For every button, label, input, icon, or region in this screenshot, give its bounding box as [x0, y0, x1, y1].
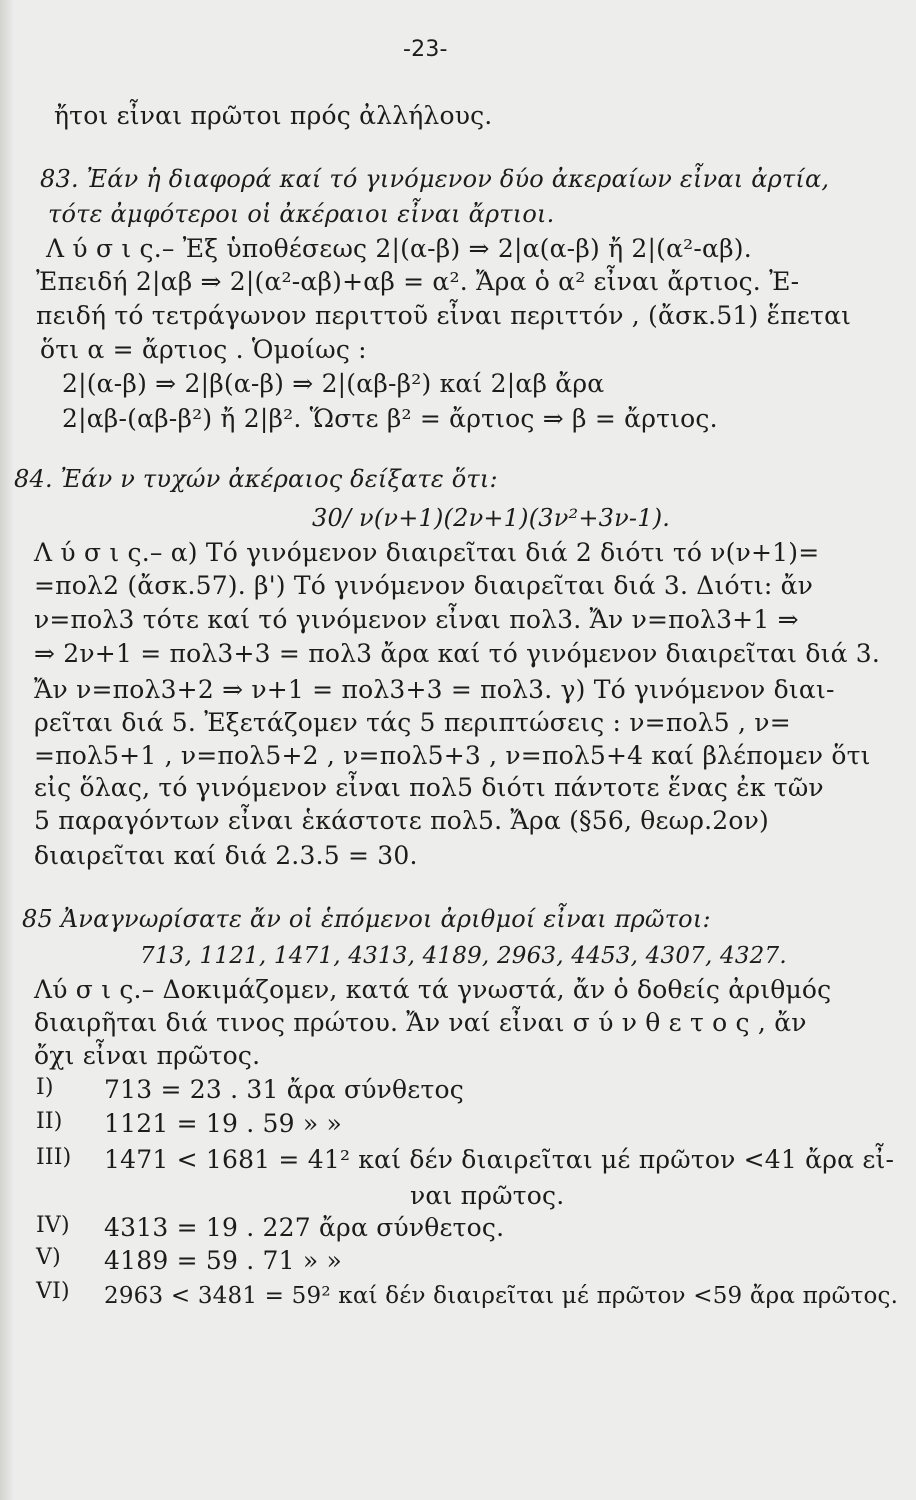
- text-line: πειδή τό τετράγωνον περιττοῦ εἶναι περιττόν , (ἄσκ.51) ἕπεται: [36, 301, 852, 330]
- math-line: 2|(α-β) ⇒ 2|β(α-β) ⇒ 2|(αβ-β²) καί 2|αβ ἄρα: [62, 369, 605, 398]
- list-label: V): [36, 1245, 61, 1270]
- page-number: -23-: [403, 37, 448, 62]
- list-item: 1121 = 19 . 59 » »: [104, 1109, 343, 1138]
- text-line: ν=πολ3 τότε καί τό γινόμενον εἶναι πολ3. Ἄν ν=πολ3+1 ⇒: [34, 605, 799, 634]
- text-line: τότε ἀμφότεροι οἱ ἀκέραιοι εἶναι ἄρτιοι.: [48, 200, 555, 228]
- number-list: 713, 1121, 1471, 4313, 4189, 2963, 4453, 4307, 4327.: [140, 943, 787, 969]
- exercise-85-statement: 85 Ἀναγνωρίσατε ἄν οἱ ἑπόμενοι ἀριθμοί εἶναι πρῶτοι:: [22, 905, 711, 933]
- exercise-83-statement: 83. Ἐάν ἡ διαφορά καί τό γινόμενον δύο ἀκεραίων εἶναι ἀρτία,: [40, 165, 830, 193]
- list-label: I): [36, 1075, 54, 1100]
- text-line: ὄχι εἶναι πρῶτος.: [34, 1041, 261, 1070]
- list-label: VI): [36, 1279, 70, 1304]
- list-item: 4189 = 59 . 71 » »: [104, 1246, 343, 1275]
- text-line: Λ ύ σ ι ς.– α) Τό γινόμενον διαιρεῖται διά 2 διότι τό ν(ν+1)=: [34, 538, 820, 567]
- text-line: διαιρεῖται καί διά 2.3.5 = 30.: [34, 841, 418, 870]
- list-label: III): [36, 1145, 72, 1170]
- math-line: 2|αβ-(αβ-β²) ἤ 2|β². Ὥστε β² = ἄρτιος ⇒ β = ἄρτιος.: [62, 404, 718, 433]
- text-line: Ἐπειδή 2|αβ ⇒ 2|(α²-αβ)+αβ = α². Ἄρα ὁ α² εἶναι ἄρτιος. Ἐ-: [36, 267, 800, 296]
- text-line: διαιρῆται διά τινος πρώτου. Ἄν ναί εἶναι σ ύ ν θ ε τ ο ς , ἄν: [34, 1008, 807, 1037]
- text-line: ⇒ 2ν+1 = πολ3+3 = πολ3 ἄρα καί τό γινόμενον διαιρεῖται διά 3.: [34, 639, 881, 668]
- list-label: IV): [36, 1213, 70, 1238]
- list-item-continuation: ναι πρῶτος.: [410, 1181, 565, 1210]
- list-label: II): [36, 1109, 63, 1134]
- text-line: Ἄν ν=πολ3+2 ⇒ ν+1 = πολ3+3 = πολ3. γ) Τό γινόμενον διαι-: [34, 675, 835, 704]
- text-line: Λύ σ ι ς.– Δοκιμάζομεν, κατά τά γνωστά, ἄν ὁ δοθείς ἀριθμός: [34, 975, 832, 1004]
- text-line: 5 παραγόντων εἶναι ἑκάστοτε πολ5. Ἄρα (§56, θεωρ.2ον): [34, 806, 769, 835]
- page-edge-shadow: [0, 0, 14, 1500]
- math-line: 30/ ν(ν+1)(2ν+1)(3ν²+3ν-1).: [312, 504, 671, 532]
- list-item: 4313 = 19 . 227 ἄρα σύνθετος.: [104, 1213, 505, 1242]
- list-item: 713 = 23 . 31 ἄρα σύνθετος: [104, 1075, 464, 1104]
- list-item: 1471 < 1681 = 41² καί δέν διαιρεῖται μέ πρῶτον <41 ἄρα εἶ-: [104, 1145, 895, 1174]
- text-line: ὅτι α = ἄρτιος . Ὁμοίως :: [40, 335, 367, 364]
- text-line: ρεῖται διά 5. Ἐξετάζομεν τάς 5 περιπτώσεις : ν=πολ5 , ν=: [34, 708, 791, 737]
- text-line: Λ ύ σ ι ς.– Ἐξ ὑποθέσεως 2|(α-β) ⇒ 2|α(α-β) ἤ 2|(α²-αβ).: [46, 234, 752, 263]
- text-line: =πολ5+1 , ν=πολ5+2 , ν=πολ5+3 , ν=πολ5+4 καί βλέπομεν ὅτι: [34, 741, 871, 770]
- text-line: εἰς ὅλας, τό γινόμενον εἶναι πολ5 διότι πάντοτε ἕνας ἐκ τῶν: [34, 773, 824, 802]
- text-line: ἤτοι εἶναι πρῶτοι πρός ἀλλήλους.: [54, 101, 493, 130]
- text-line: =πολ2 (ἄσκ.57). β') Τό γινόμενον διαιρεῖται διά 3. Διότι: ἄν: [34, 571, 814, 600]
- exercise-84-statement: 84. Ἐάν ν τυχών ἀκέραιος δείξατε ὅτι:: [14, 465, 498, 493]
- list-item: 2963 < 3481 = 59² καί δέν διαιρεῖται μέ πρῶτον <59 ἄρα πρῶτος.: [104, 1283, 899, 1309]
